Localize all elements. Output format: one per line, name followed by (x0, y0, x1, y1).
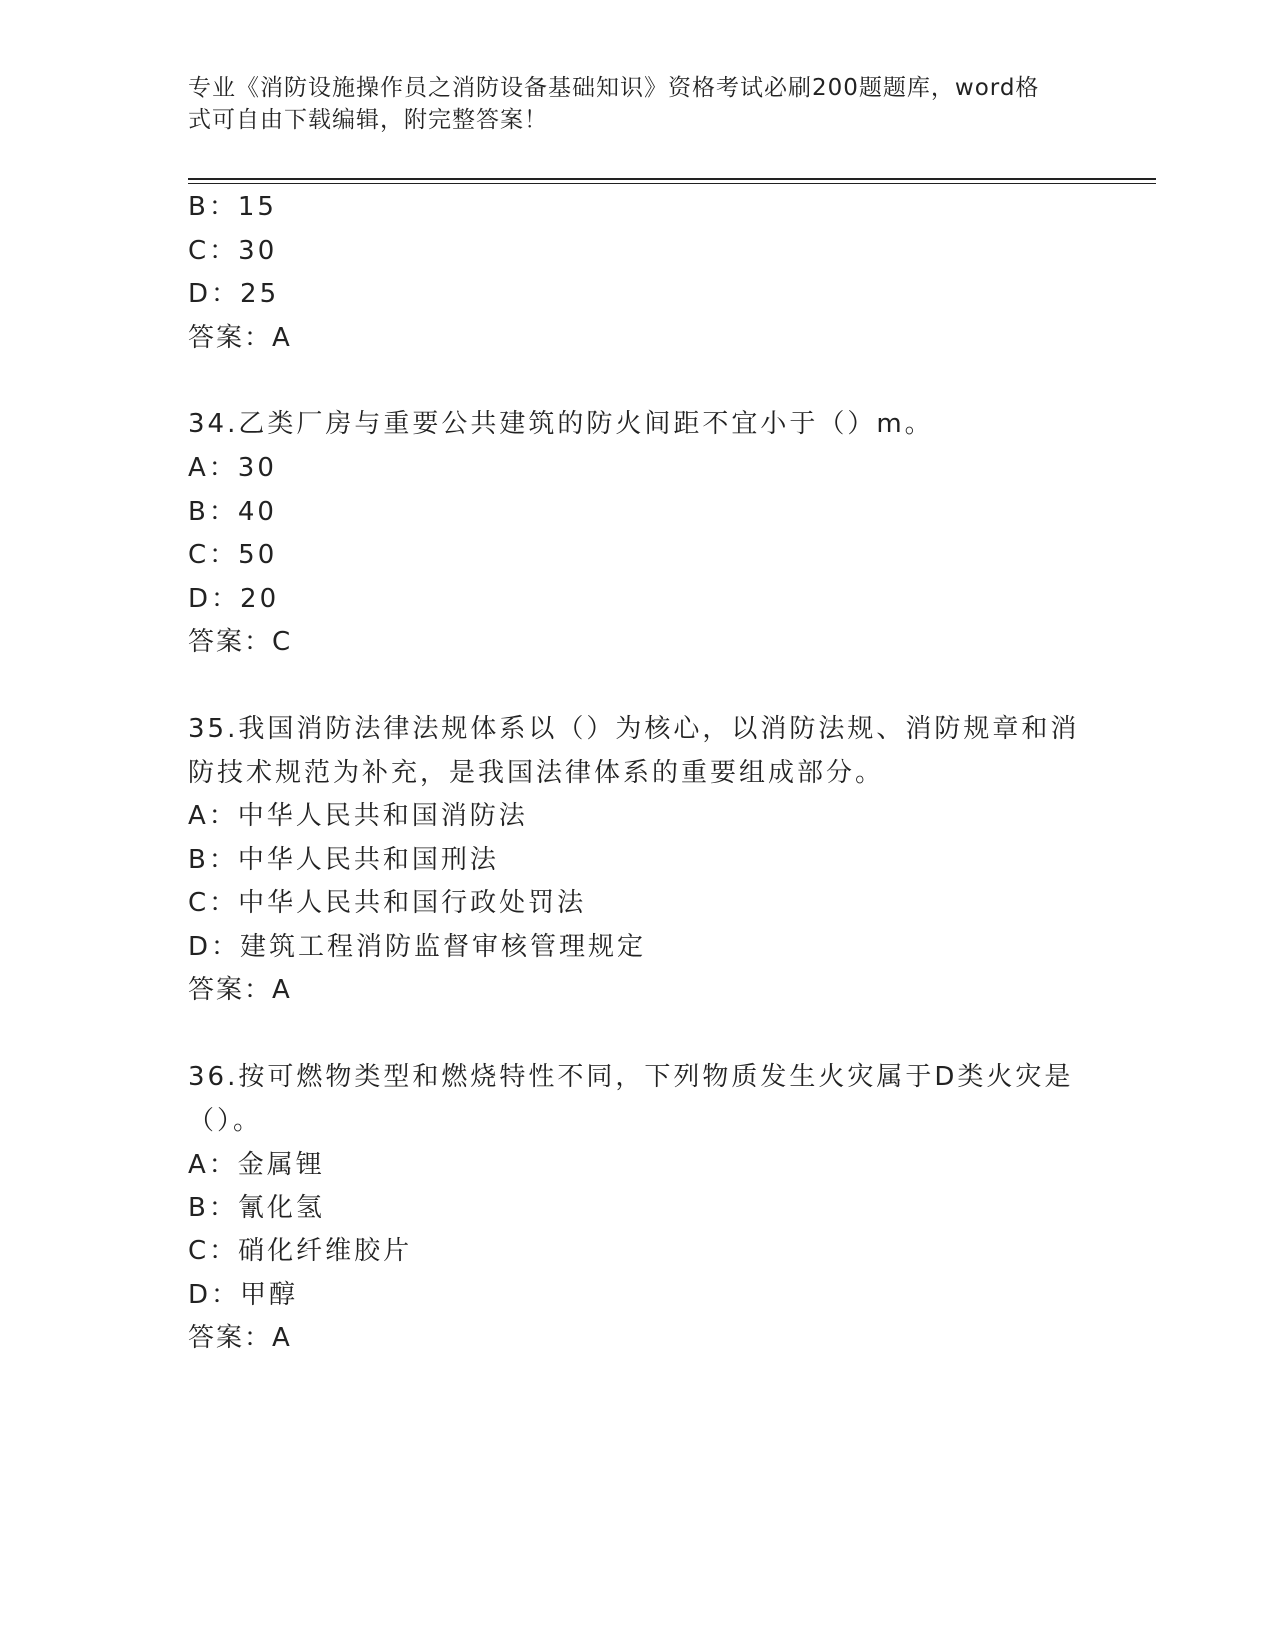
q35-answer: 答案：A (188, 975, 292, 1005)
q35-stem-line-2: 防技术规范为补充，是我国法律体系的重要组成部分。 (188, 758, 885, 788)
q33-option-b: B：15 (188, 192, 277, 222)
q36-option-b: B：氰化氢 (188, 1193, 325, 1223)
q36-option-d: D：甲醇 (188, 1280, 299, 1310)
q36-option-c: C：硝化纤维胶片 (188, 1236, 413, 1266)
header-rule-thin (188, 183, 1156, 184)
header-rule-thick (188, 178, 1156, 180)
q36-stem-line-2: （）。 (188, 1106, 263, 1136)
document-header (188, 72, 1068, 136)
q34-option-d: D：20 (188, 584, 280, 614)
header-line-2: 式可自由下载编辑，附完整答案！ (188, 107, 548, 133)
q34-option-a: A：30 (188, 453, 277, 483)
q33-answer: 答案：A (188, 323, 292, 353)
q34-option-c: C：50 (188, 540, 278, 570)
q36-stem-line-1: 36.按可燃物类型和燃烧特性不同，下列物质发生火灾属于D类火灾是 (188, 1062, 1074, 1092)
header-line-1: 专业《消防设施操作员之消防设备基础知识》资格考试必刷200题题库，word格 (188, 75, 1040, 101)
q35-option-c: C：中华人民共和国行政处罚法 (188, 888, 587, 918)
q34-stem: 34.乙类厂房与重要公共建筑的防火间距不宜小于（）m。 (188, 409, 934, 439)
q33-option-c: C：30 (188, 236, 278, 266)
q36-answer: 答案：A (188, 1323, 292, 1353)
q35-stem-line-1: 35.我国消防法律法规体系以（）为核心，以消防法规、消防规章和消 (188, 714, 1080, 744)
q35-option-a: A：中华人民共和国消防法 (188, 801, 528, 831)
q33-option-d: D：25 (188, 279, 280, 309)
q34-answer: 答案：C (188, 627, 293, 657)
q34-option-b: B：40 (188, 497, 277, 527)
q36-option-a: A：金属锂 (188, 1150, 325, 1180)
q35-option-d: D：建筑工程消防监督审核管理规定 (188, 932, 647, 962)
q35-option-b: B：中华人民共和国刑法 (188, 845, 499, 875)
